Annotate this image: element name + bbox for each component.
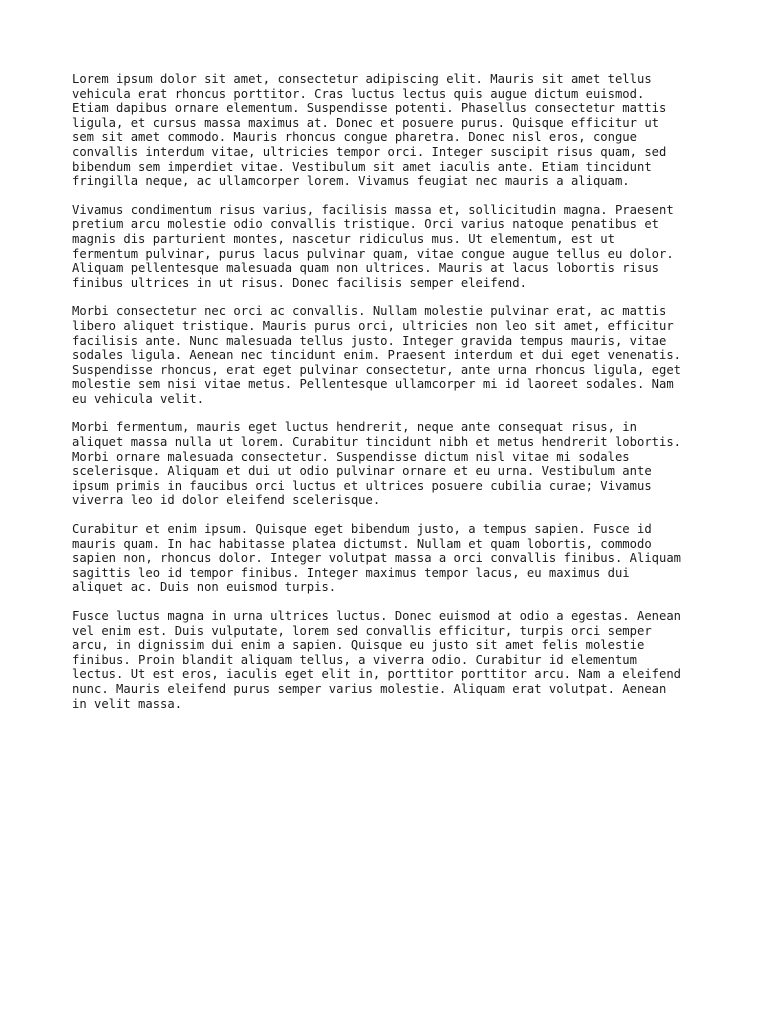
paragraph-4: Morbi fermentum, mauris eget luctus hendrerit, neque ante consequat risus, in aliquet massa nulla ut lorem. Curabitur tincidunt nibh et metus hendrerit lobortis. Morbi ornare malesuada consectetur. Suspendisse dictum nisl vitae mi sodales scelerisque. Aliquam et dui ut odio pulvinar ornare et eu urna. Vestibulum ante ipsum primis in faucibus orci luctus et ultrices posuere cubilia curae; Vivamus viverra leo id dolor eleifend scelerisque.: [72, 420, 682, 508]
paragraph-3: Morbi consectetur nec orci ac convallis. Nullam molestie pulvinar erat, ac mattis libero aliquet tristique. Mauris purus orci, ultricies non leo sit amet, efficitur facilisis ante. Nunc malesuada tellus justo. Integer gravida tempus mauris, vitae sodales ligula. Aenean nec tincidunt enim. Praesent interdum et dui eget venenatis. Suspendisse rhoncus, erat eget pulvinar consectetur, ante urna rhoncus ligula, eget molestie sem nisi vitae metus. Pellentesque ullamcorper mi id laoreet sodales. Nam eu vehicula velit.: [72, 304, 682, 406]
document-body: [72, 72, 702, 725]
paragraph-5: Curabitur et enim ipsum. Quisque eget bibendum justo, a tempus sapien. Fusce id mauris quam. In hac habitasse platea dictumst. Nullam et quam lobortis, commodo sapien non, rhoncus dolor. Integer volutpat massa a orci convallis finibus. Aliquam sagittis leo id tempor finibus. Integer maximus tempor lacus, eu maximus dui aliquet ac. Duis non euismod turpis.: [72, 522, 682, 595]
paragraph-2: Vivamus condimentum risus varius, facilisis massa et, sollicitudin magna. Praesent pretium arcu molestie odio convallis tristique. Orci varius natoque penatibus et magnis dis parturient montes, nascetur ridiculus mus. Ut elementum, est ut fermentum pulvinar, purus lacus pulvinar quam, vitae congue augue tellus eu dolor. Aliquam pellentesque malesuada quam non ultrices. Mauris at lacus lobortis risus finibus ultrices in ut risus. Donec facilisis semper eleifend.: [72, 202, 674, 290]
paragraph-6: Fusce luctus magna in urna ultrices luctus. Donec euismod at odio a egestas. Aenean vel enim est. Duis vulputate, lorem sed convallis efficitur, turpis orci semper arcu, in dignissim dui enim a sapien. Quisque eu justo sit amet felis molestie finibus. Proin blandit aliquam tellus, a viverra odio. Curabitur id elementum lectus. Ut est eros, iaculis eget elit in, porttitor porttitor arcu. Nam a eleifend nunc. Mauris eleifend purus semper varius molestie. Aliquam erat volutpat. Aenean in velit massa.: [72, 609, 682, 711]
paragraph-1: Lorem ipsum dolor sit amet, consectetur adipiscing elit. Mauris sit amet tellus vehicula erat rhoncus porttitor. Cras luctus lectus quis augue dictum euismod. Etiam dapibus ornare elementum. Suspendisse potenti. Phasellus consectetur mattis ligula, et cursus massa maximus at. Donec et posuere purus. Quisque efficitur ut sem sit amet commodo. Mauris rhoncus congue pharetra. Donec nisl eros, congue convallis interdum vitae, ultricies tempor orci. Integer suscipit risus quam, sed bibendum sem imperdiet vitae. Vestibulum sit amet iaculis ante. Etiam tincidunt fringilla neque, ac ullamcorper lorem. Vivamus feugiat nec mauris a aliquam.: [72, 72, 667, 189]
